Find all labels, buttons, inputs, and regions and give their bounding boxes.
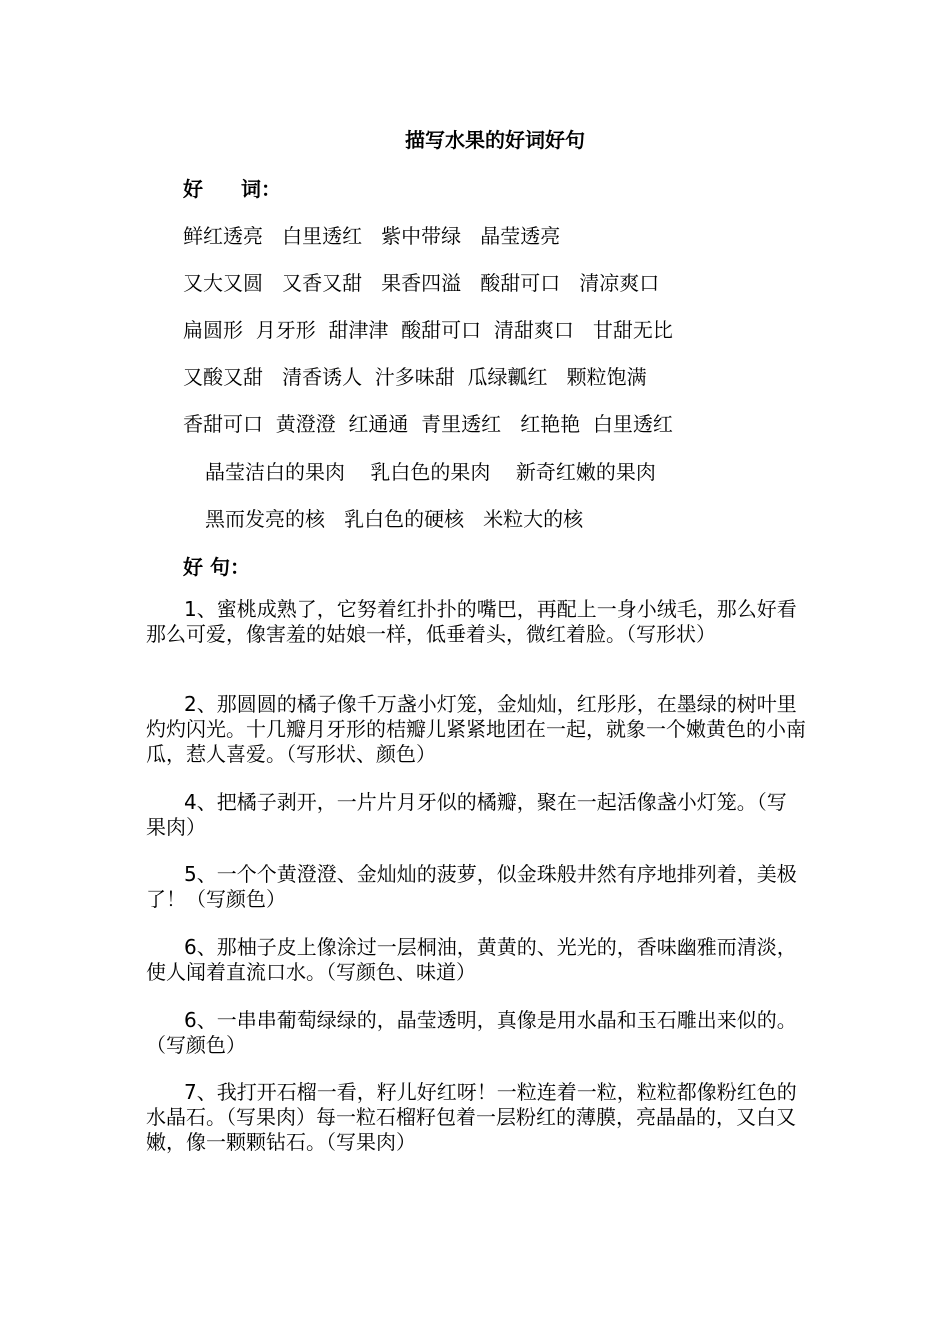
words-heading (183, 173, 281, 202)
sentence-paragraph: 6、那柚子皮上像涂过一层桐油，黄黄的、光光的，香味幽雅而清淡，使人闻着直流口水。（写颜色、味道） (146, 935, 797, 984)
word-line: 鲜红透亮 白里透红 紫中带绿 晶莹透亮 (183, 224, 561, 248)
sentence-paragraph: 7、我打开石榴一看，籽儿好红呀！一粒连着一粒，粒粒都像粉红色的水晶石。（写果肉）每一粒石榴籽包着一层粉红的薄膜，亮晶晶的，又白又嫩，像一颗颗钻石。（写果肉） (146, 1080, 797, 1154)
sentence-paragraph: 4、把橘子剥开，一片片月牙似的橘瓣，聚在一起活像盏小灯笼。（写果肉） (146, 790, 787, 839)
sentence-paragraph: 1、蜜桃成熟了，它努着红扑扑的嘴巴，再配上一身小绒毛，那么好看那么可爱，像害羞的姑娘一样，低垂着头，微红着脸。（写形状） (146, 597, 797, 646)
word-line: 晶莹洁白的果肉 乳白色的果肉 新奇红嫩的果肉 (205, 460, 656, 484)
sentence-paragraph: 5、一个个黄澄澄、金灿灿的菠萝，似金珠般井然有序地排列着，美极了！（写颜色） (146, 862, 797, 911)
word-line: 扁圆形 月牙形 甜津津 酸甜可口 清甜爽口 甘甜无比 (183, 318, 673, 342)
words-heading-char: 好 (183, 177, 203, 201)
word-line: 又酸又甜 清香诱人 汁多味甜 瓜绿瓤红 颗粒饱满 (183, 365, 647, 389)
words-heading-char: 词： (241, 177, 281, 201)
sentences-heading: 好 句： (183, 555, 250, 579)
sentence-paragraph: 2、那圆圆的橘子像千万盏小灯笼，金灿灿，红彤彤，在墨绿的树叶里灼灼闪光。十几瓣月牙形的桔瓣儿紧紧地团在一起，就象一个嫩黄色的小南瓜，惹人喜爱。（写形状、颜色） (146, 692, 806, 766)
word-line: 香甜可口 黄澄澄 红通通 青里透红 红艳艳 白里透红 (183, 412, 673, 436)
word-line: 又大又圆 又香又甜 果香四溢 酸甜可口 清凉爽口 (183, 271, 660, 295)
sentence-paragraph: 6、一串串葡萄绿绿的，晶莹透明，真像是用水晶和玉石雕出来似的。（写颜色） (146, 1008, 797, 1057)
word-line: 黑而发亮的核 乳白色的硬核 米粒大的核 (205, 507, 584, 531)
document-title: 描写水果的好词好句 (405, 128, 585, 152)
